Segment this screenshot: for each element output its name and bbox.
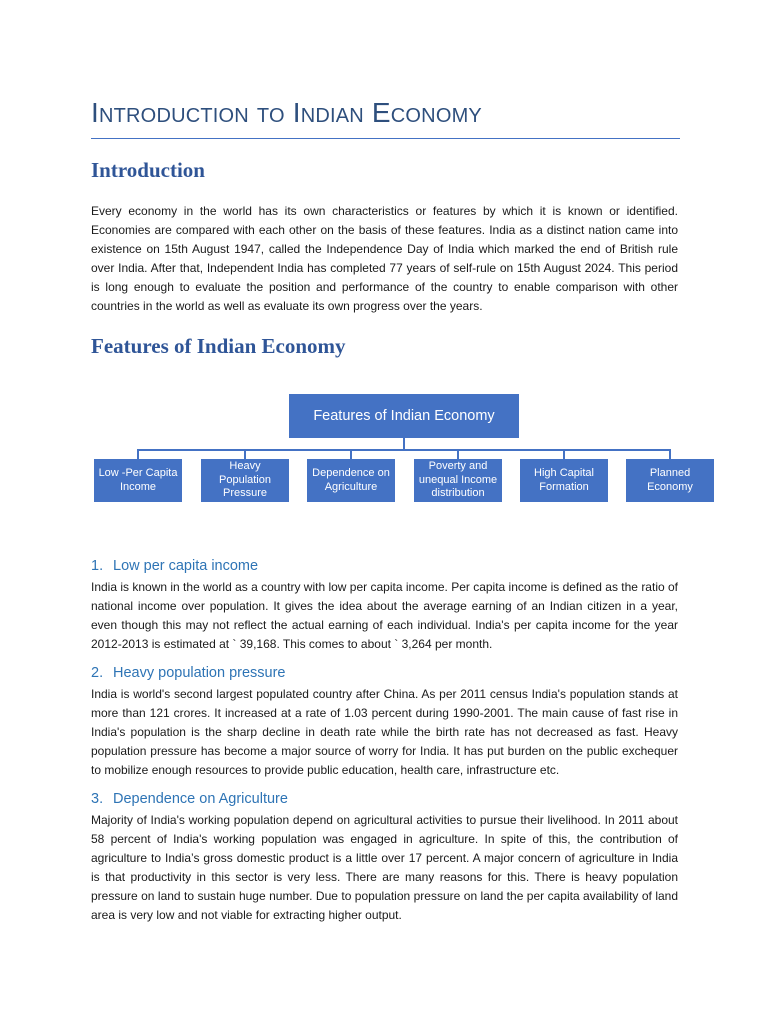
diagram-branch-connector (350, 449, 352, 459)
section-2-paragraph: India is world's second largest populated country after China. As per 2011 census India's population stands at more than 121 crores. It increased at a rate of 1.03 percent during 1990-2001. The main cause of fast rise in India's population is the sharp decline in death rate while the birth rate has not decreased as fast. Heavy population pressure has become a major source of worry for India. It has put burden on the public exchequer to mobilize enough resources to provide public education, health care, infrastructure etc. (91, 687, 678, 777)
document-title: Introduction to Indian Economy (91, 97, 482, 128)
diagram-branch-connector (669, 449, 671, 459)
diagram-branch-connector (244, 449, 246, 459)
features-heading: Features of Indian Economy (91, 334, 346, 358)
diagram-branch-connector (137, 449, 139, 459)
section-number: 2. (91, 665, 104, 681)
section-3-paragraph: Majority of India's working population depend on agricultural activities to pursue their livelihood. In 2011 about 58 percent of India's working population was engaged in agriculture. In spite of this, the contribution of agriculture to India’s gross domestic product is a little over 17 percent. A major concern of agriculture in India is that productivity in this sector is very less. There are many reasons for this. There is heavy population pressure on land to sustain huge number. Due to population pressure on land the per capita availability of land area is very low and not viable for extracting higher output. (91, 813, 678, 922)
section-1-heading (91, 558, 258, 574)
section-1-paragraph: India is known in the world as a country with low per capita income. Per capita income is defined as the ratio of national income over population. It gives the idea about the average earning of an Indian citizen in a year, even though this may not reflect the actual earning of each individual. India's per capita income for the year 2012-2013 is estimated at ` 39,168. This comes to about ` 3,264 per month. (91, 580, 678, 651)
section-3-heading (91, 791, 288, 807)
diagram-horizontal-connector (137, 449, 671, 451)
diagram-node-heavy-population-pressure: Heavy Population Pressure (201, 459, 289, 502)
diagram-root-connector (403, 438, 405, 450)
diagram-branch-connector (563, 449, 565, 459)
diagram-node-high-capital-formation: High Capital Formation (520, 459, 608, 502)
diagram-root-node: Features of Indian Economy (289, 394, 519, 438)
intro-heading: Introduction (91, 158, 205, 182)
diagram-node-dependence-on-agriculture: Dependence on Agriculture (307, 459, 395, 502)
diagram-node-low-per-capita-income: Low -Per Capita Income (94, 459, 182, 502)
intro-paragraph: Every economy in the world has its own characteristics or features by which it is known or identified. Economies are compared with each other on the basis of these features. India as a distinct nation came into existence on 15th August 1947, called the Independence Day of India which marked the end of British rule over India. After that, Independent India has completed 77 years of self-rule on 15th August 2024. This period is long enough to evaluate the position and performance of the country to enable comparison with other countries in the world as well as evaluate its own progress over the years. (91, 204, 678, 313)
section-title: Low per capita income (113, 558, 259, 574)
section-number: 1. (91, 558, 104, 574)
diagram-node-poverty-and-inequality: Poverty and unequal Income distribution (414, 459, 502, 502)
section-title: Heavy population pressure (113, 665, 286, 681)
section-number: 3. (91, 791, 104, 807)
diagram-node-planned-economy: Planned Economy (626, 459, 714, 502)
section-title: Dependence on Agriculture (113, 791, 288, 807)
title-underline (91, 138, 680, 139)
section-2-heading (91, 665, 286, 681)
diagram-branch-connector (457, 449, 459, 459)
